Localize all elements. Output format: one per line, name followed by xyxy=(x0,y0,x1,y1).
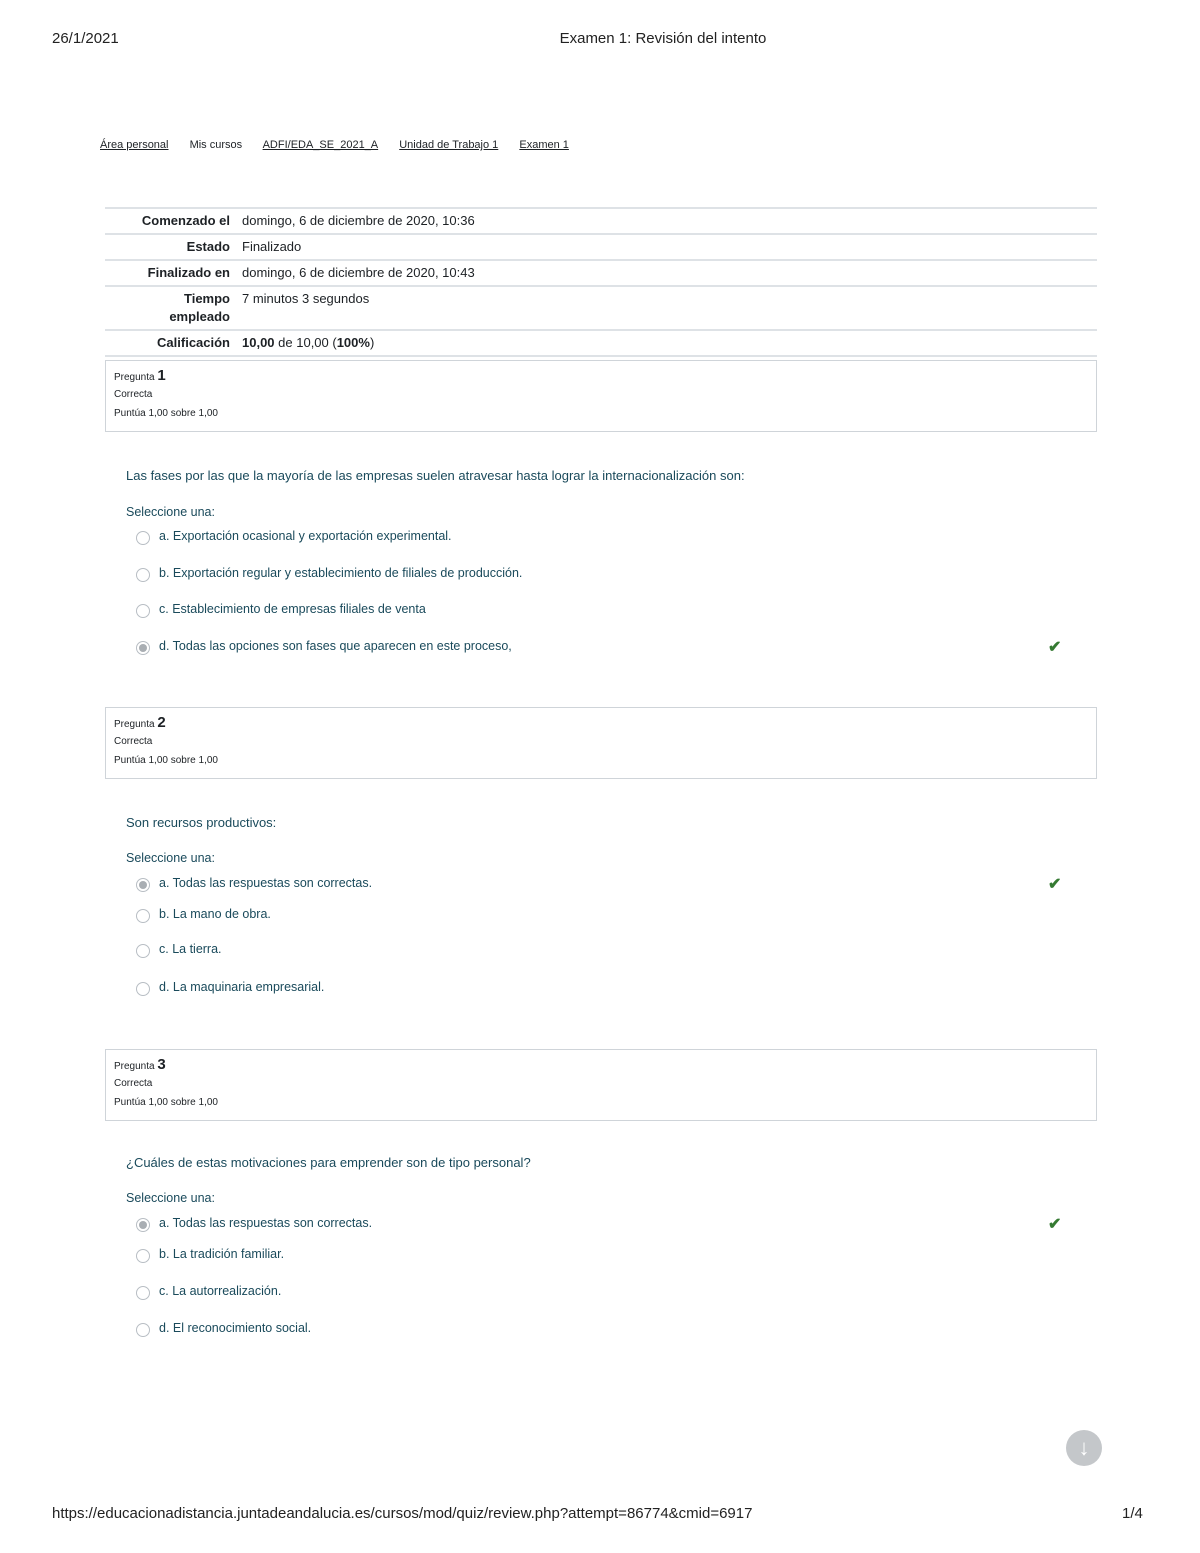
print-title: Examen 1: Revisión del intento xyxy=(559,30,767,47)
answer-option[interactable] xyxy=(135,940,1075,962)
radio-button[interactable] xyxy=(136,909,150,923)
answer-option[interactable] xyxy=(135,564,1075,586)
answer-option[interactable] xyxy=(135,905,1075,927)
radio-button[interactable] xyxy=(136,1249,150,1263)
print-url: https://educacionadistancia.juntadeandalucia.es/cursos/mod/quiz/review.php?attempt=86774&cmid=6917 xyxy=(52,1505,753,1522)
answer-option[interactable] xyxy=(135,1319,1075,1341)
grade-percent: 100% xyxy=(336,335,370,350)
question-score: Puntúa 1,00 sobre 1,00 xyxy=(114,408,218,419)
select-prompt-3: Seleccione una: xyxy=(126,1191,215,1205)
check-icon: ✔ xyxy=(1048,639,1062,656)
answer-text: d. Todas las opciones son fases que aparecen en este proceso, xyxy=(159,639,512,653)
radio-button[interactable] xyxy=(136,944,150,958)
answer-text: b. Exportación regular y establecimiento de filiales de producción. xyxy=(159,566,523,580)
answer-option-selected[interactable] xyxy=(135,1214,1075,1236)
print-date: 26/1/2021 xyxy=(52,30,119,47)
select-prompt-1: Seleccione una: xyxy=(126,505,215,519)
breadcrumb-unit[interactable]: Unidad de Trabajo 1 xyxy=(399,139,499,151)
summary-key: Estado xyxy=(105,234,236,260)
arrow-down-circle-icon[interactable]: ↓ xyxy=(1066,1430,1102,1466)
question-status: Correcta xyxy=(114,736,153,747)
question-text-1: Las fases por las que la mayoría de las empresas suelen atravesar hasta lograr la internacionalización son: xyxy=(126,468,745,483)
check-icon: ✔ xyxy=(1048,1216,1062,1233)
summary-key: Comenzado el xyxy=(105,208,236,234)
summary-key: Tiempo empleado xyxy=(105,286,236,330)
summary-key: Finalizado en xyxy=(105,260,236,286)
summary-row-time xyxy=(105,286,1097,330)
answer-text: c. La autorrealización. xyxy=(159,1284,282,1298)
answer-option-selected[interactable] xyxy=(135,874,1075,896)
breadcrumb xyxy=(100,139,587,151)
question-info-2 xyxy=(105,707,1097,779)
radio-button-checked[interactable] xyxy=(136,878,150,892)
answer-text: d. La maquinaria empresarial. xyxy=(159,980,325,994)
answer-text: c. Establecimiento de empresas filiales de venta xyxy=(159,602,426,616)
radio-button[interactable] xyxy=(136,568,150,582)
question-number: 3 xyxy=(157,1056,166,1073)
answer-option[interactable] xyxy=(135,600,1075,622)
answer-option[interactable] xyxy=(135,978,1075,1000)
attempt-summary-table xyxy=(105,207,1097,357)
answer-option-selected[interactable] xyxy=(135,637,1075,659)
summary-value: domingo, 6 de diciembre de 2020, 10:36 xyxy=(236,208,1097,234)
summary-row-started xyxy=(105,208,1097,234)
answer-option[interactable] xyxy=(135,1245,1075,1267)
select-prompt-2: Seleccione una: xyxy=(126,851,215,865)
answer-option[interactable] xyxy=(135,527,1075,549)
breadcrumb-mis-cursos[interactable]: Mis cursos xyxy=(189,139,243,151)
radio-button[interactable] xyxy=(136,1323,150,1337)
question-status: Correcta xyxy=(114,389,153,400)
answer-text: a. Exportación ocasional y exportación experimental. xyxy=(159,529,452,543)
breadcrumb-exam[interactable]: Examen 1 xyxy=(519,139,569,151)
print-page-number: 1/4 xyxy=(1122,1505,1143,1522)
grade-end: ) xyxy=(369,335,375,350)
radio-button-checked[interactable] xyxy=(136,1218,150,1232)
answer-text: d. El reconocimiento social. xyxy=(159,1321,312,1335)
answer-text: a. Todas las respuestas son correctas. xyxy=(159,876,373,890)
summary-key: Calificación xyxy=(105,330,236,356)
question-score: Puntúa 1,00 sobre 1,00 xyxy=(114,1097,218,1108)
question-info-1 xyxy=(105,360,1097,432)
question-status: Correcta xyxy=(114,1078,153,1089)
summary-value: 7 minutos 3 segundos xyxy=(236,286,1097,330)
radio-button[interactable] xyxy=(136,604,150,618)
radio-button[interactable] xyxy=(136,1286,150,1300)
summary-value: Finalizado xyxy=(236,234,1097,260)
question-text-3: ¿Cuáles de estas motivaciones para emprender son de tipo personal? xyxy=(126,1155,531,1170)
summary-row-finished xyxy=(105,260,1097,286)
radio-button[interactable] xyxy=(136,982,150,996)
grade-mid: de 10,00 ( xyxy=(274,335,337,350)
summary-row-state xyxy=(105,234,1097,260)
answer-text: b. La tradición familiar. xyxy=(159,1247,285,1261)
answer-option[interactable] xyxy=(135,1282,1075,1304)
print-header xyxy=(0,30,1200,50)
summary-row-grade xyxy=(105,330,1097,356)
breadcrumb-course[interactable]: ADFI/EDA_SE_2021_A xyxy=(262,139,379,151)
summary-value xyxy=(236,330,1097,356)
answer-text: b. La mano de obra. xyxy=(159,907,271,921)
summary-value: domingo, 6 de diciembre de 2020, 10:43 xyxy=(236,260,1097,286)
radio-button-checked[interactable] xyxy=(136,641,150,655)
answer-text: c. La tierra. xyxy=(159,942,222,956)
question-info-3 xyxy=(105,1049,1097,1121)
question-number: 2 xyxy=(157,714,166,731)
question-number: 1 xyxy=(157,367,166,384)
breadcrumb-area-personal[interactable]: Área personal xyxy=(100,139,169,151)
grade-score: 10,00 xyxy=(242,335,275,350)
question-text-2: Son recursos productivos: xyxy=(126,815,277,830)
question-label: Pregunta xyxy=(114,1061,155,1072)
question-label: Pregunta xyxy=(114,719,155,730)
radio-button[interactable] xyxy=(136,531,150,545)
check-icon: ✔ xyxy=(1048,876,1062,893)
question-score: Puntúa 1,00 sobre 1,00 xyxy=(114,755,218,766)
answer-text: a. Todas las respuestas son correctas. xyxy=(159,1216,373,1230)
question-label: Pregunta xyxy=(114,372,155,383)
